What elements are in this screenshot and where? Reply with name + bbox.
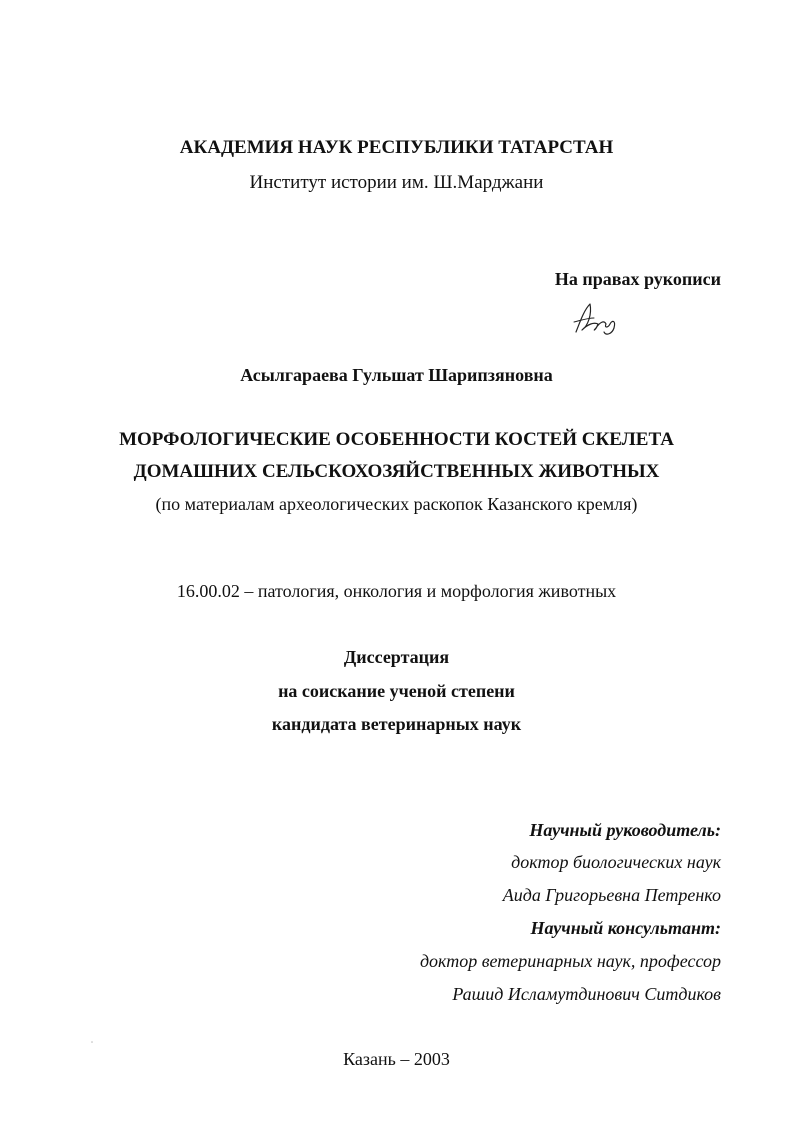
consultant-degree: доктор ветеринарных наук, профессор <box>419 951 721 971</box>
specialty-code: 16.00.02 – патология, онкология и морфология животных <box>176 581 617 601</box>
city-year: Казань – 2003 <box>343 1049 450 1069</box>
dissertation-label: Диссертация <box>343 647 450 667</box>
title-subtitle: (по материалам археологических раскопок Казанского кремля) <box>155 494 638 514</box>
scan-speck <box>90 1040 94 1044</box>
degree-line-1: на соискание ученой степени <box>278 681 515 701</box>
consultant-name: Рашид Исламутдинович Ситдиков <box>452 984 721 1004</box>
author-name: Асылгараева Гульшат Шарипзяновна <box>240 365 553 385</box>
degree-line-2: кандидата ветеринарных наук <box>271 714 522 734</box>
academy-heading: АКАДЕМИЯ НАУК РЕСПУБЛИКИ ТАТАРСТАН <box>179 137 614 158</box>
supervisor-degree: доктор биологических наук <box>511 852 721 872</box>
signature-icon <box>570 300 622 338</box>
supervisor-label: Научный руководитель: <box>529 820 721 840</box>
title-line-1: МОРФОЛОГИЧЕСКИЕ ОСОБЕННОСТИ КОСТЕЙ СКЕЛЕТА <box>119 429 674 450</box>
rights-note: На правах рукописи <box>554 269 721 289</box>
supervisor-name: Аида Григорьевна Петренко <box>502 885 721 905</box>
title-line-2: ДОМАШНИХ СЕЛЬСКОХОЗЯЙСТВЕННЫХ ЖИВОТНЫХ <box>133 461 660 482</box>
institute-name: Институт истории им. Ш.Марджани <box>249 172 544 193</box>
consultant-label: Научный консультант: <box>530 918 721 938</box>
